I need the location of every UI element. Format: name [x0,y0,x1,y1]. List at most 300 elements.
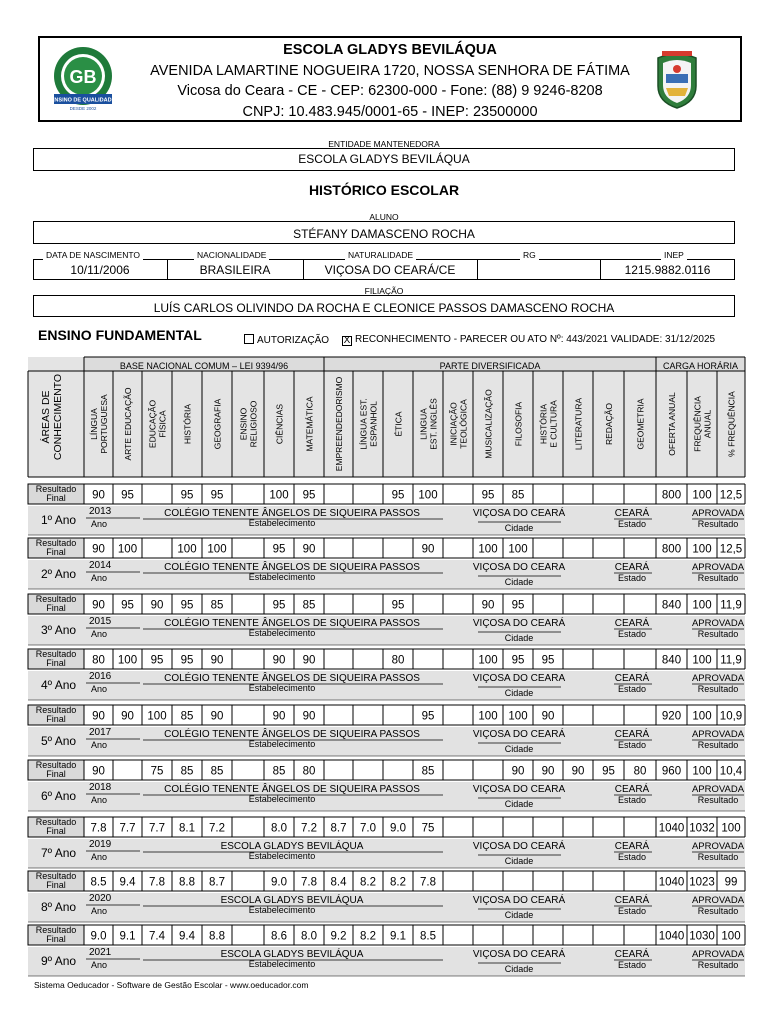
document-title: HISTÓRICO ESCOLAR [308,182,460,198]
subject-header: MUSICALIZAÇÃO [483,389,494,459]
year-value: 2020 [89,893,112,904]
establishment-name: COLÉGIO TENENTE ÂNGELOS DE SIQUEIRA PASSOS [164,673,420,684]
grade-value: 90 [272,710,286,723]
grade-value: 100 [117,654,138,667]
grade-value: 100 [177,543,197,556]
grade-value: 100 [117,543,138,556]
establishment-name: COLÉGIO TENENTE ÂNGELOS DE SIQUEIRA PASSOS [164,618,420,629]
nationality: BRASILEIRA [199,263,271,277]
grade-value: 100 [692,543,712,556]
subject-header: ENSINO [238,407,249,441]
logo-letters: GB [69,67,97,87]
grade-value: 8.5 [90,876,107,889]
result-label: Resultado [697,906,739,916]
year-label: Ano [91,852,108,862]
city-label: Cidade [504,744,534,754]
year-label: Ano [91,629,108,639]
school-name: ESCOLA GLADYS BEVILÁQUA [283,42,497,58]
grade-value: 90 [92,599,105,612]
grade-value: 100 [508,543,528,556]
footer-text: Sistema Oeducador - Software de Gestão Escolar - www.oeducador.com [34,980,309,990]
grade-value: 8.2 [360,930,376,943]
grade-value: 11,9 [720,654,742,667]
resultado-final-label: Final [46,658,66,668]
result-status: APROVADA [691,949,745,960]
grade-value: 85 [210,599,224,612]
grade-value: 8.1 [179,822,195,835]
state-name: CEARÁ [614,895,650,906]
aluno-value: STÉFANY DAMASCENO ROCHA [33,221,735,244]
grade-value: 95 [180,489,194,502]
grade-value: 90 [210,710,224,723]
subject-header: EMPREENDEDORISMO [334,376,344,472]
establishment-name: COLÉGIO TENENTE ÂNGELOS DE SIQUEIRA PASSOS [164,562,420,573]
establishment-label: Estabelecimento [248,518,316,528]
check-mark-icon: X [343,335,351,346]
grade-value: 80 [633,765,647,778]
group-carga-label: CARGA HORÁRIA [662,361,739,371]
year-label: Ano [91,740,108,750]
grade-value: 840 [661,654,682,667]
establishment-label: Estabelecimento [248,851,316,861]
subject-header: LÍNGUA [89,408,99,440]
grade-level: 2º Ano [41,567,77,581]
subject-header: REDAÇÃO [604,402,614,446]
establishment-label: Estabelecimento [248,628,316,638]
city-name: VIÇOSA DO CEARA [472,784,566,795]
grade-value: 90 [541,710,555,723]
result-label: Resultado [697,795,739,805]
grade-value: 9.4 [119,876,136,889]
establishment-label: Estabelecimento [248,959,316,969]
grade-value: 75 [421,822,435,835]
year-value: 2014 [89,560,112,571]
grade-value: 8.7 [330,822,347,835]
result-status: APROVADA [691,562,745,573]
grade-value: 100 [207,543,227,556]
grade-value: 8.7 [209,876,225,889]
school-city-phone: Vicosa do Ceara - CE - CEP: 62300-000 - Fone: (88) 9 9246-8208 [177,83,603,99]
grade-value: 7.4 [149,930,165,943]
result-label: Resultado [697,684,739,694]
result-status: APROVADA [691,841,745,852]
subject-header: ESPANHOL [368,401,379,447]
grade-value: 95 [210,489,224,502]
grade-value: 100 [692,654,712,667]
grade-value: 80 [302,765,316,778]
areas-label: CONHECIMENTO [52,373,64,461]
establishment-name: COLÉGIO TENENTE ÂNGELOS DE SIQUEIRA PASSOS [164,508,420,519]
subject-header: HISTÓRIA [538,403,549,445]
grade-value: 800 [661,489,682,502]
year-label: Ano [91,519,108,529]
grade-value: 90 [92,543,105,556]
state-name: CEARÁ [614,841,650,852]
grade-value: 90 [302,543,316,556]
establishment-name: COLÉGIO TENENTE ÂNGELOS DE SIQUEIRA PASSOS [164,784,420,795]
grade-value: 9.0 [271,876,287,889]
grade-value: 95 [302,489,316,502]
city-label: Cidade [504,688,534,698]
resultado-final-label: Resultado [35,760,77,770]
grade-value: 1040 [658,876,685,889]
group-base-label: BASE NACIONAL COMUM – LEI 9394/96 [119,361,289,371]
grade-value: 8.2 [390,876,406,889]
grade-value: 90 [210,654,224,667]
grade-value: 7.0 [360,822,376,835]
year-value: 2015 [89,616,112,627]
subject-header: GEOGRAFIA [212,398,223,450]
subject-header: EDUCAÇÃO [147,399,158,449]
grade-value: 8.8 [179,876,195,889]
grade-value: 100 [721,930,741,943]
city-label: Cidade [504,633,534,643]
establishment-label: Estabelecimento [248,739,316,749]
grade-value: 85 [180,710,194,723]
grade-value: 8.5 [420,930,436,943]
grade-value: 90 [481,599,495,612]
state-label: Estado [617,852,647,862]
inep-number: 1215.9882.0116 [624,263,711,277]
state-label: Estado [617,573,647,583]
grade-value: 7.2 [209,822,225,835]
subject-header: HISTÓRIA [182,403,193,445]
city-name: VIÇOSA DO CEARÁ [472,895,566,906]
subject-header: E CULTURA [548,400,559,448]
school-ids: CNPJ: 10.483.945/0001-65 - INEP: 23500000 [242,103,538,120]
resultado-final-label: Resultado [35,594,77,604]
subject-header: CIÊNCIAS [274,403,285,445]
state-name: CEARÁ [614,673,650,684]
subject-header: GEOMETRIA [635,398,646,450]
establishment-label: Estabelecimento [248,572,316,582]
grade-value: 95 [391,599,405,612]
grade-level: 7º Ano [41,846,77,860]
grade-value: 95 [511,599,525,612]
grade-value: 1030 [689,930,715,943]
resultado-final-label: Final [46,603,66,613]
birth-date: 10/11/2006 [70,263,130,277]
resultado-final-label: Resultado [35,484,77,494]
grade-value: 90 [121,710,134,723]
birth-label: DATA DE NASCIMENTO [43,250,143,260]
grade-value: 95 [272,599,286,612]
result-label: Resultado [697,960,739,970]
logo-motto: ENSINO DE QUALIDADE [52,97,114,104]
resultado-final-label: Final [46,880,66,890]
grade-value: 7.8 [301,876,317,889]
establishment-label: Estabelecimento [248,683,316,693]
grade-value: 1040 [658,822,685,835]
grade-value: 95 [121,599,134,612]
grade-value: 90 [92,710,105,723]
grade-value: 95 [180,599,194,612]
grade-value: 85 [272,765,286,778]
subject-header: LÍNGUA EST. [358,398,369,450]
year-label: Ano [91,573,108,583]
grade-value: 7.2 [301,822,317,835]
filiacao-value: LUÍS CARLOS OLIVINDO DA ROCHA E CLEONICE PASSOS DAMASCENO ROCHA [33,295,735,317]
grade-level: 6º Ano [41,789,77,803]
year-label: Ano [91,906,108,916]
grade-value: 12,5 [719,543,743,556]
grade-value: 100 [478,710,498,723]
grade-value: 95 [481,489,495,502]
year-label: Ano [91,795,108,805]
resultado-final-label: Resultado [35,871,77,881]
grade-value: 8.4 [330,876,347,889]
subject-header: FILOSOFIA [513,401,524,447]
grade-value: 95 [272,543,286,556]
grade-value: 9.4 [179,930,195,943]
city-label: Cidade [504,577,534,587]
state-name: CEARÁ [614,618,650,629]
grade-level: 4º Ano [41,678,77,692]
grade-value: 9.1 [119,930,136,943]
reconhecimento-label: RECONHECIMENTO - PARECER OU ATO Nº: 443/2021 VALIDADE: 31/12/2025 [355,334,716,345]
city-name: VIÇOSA DO CEARÁ [472,949,566,960]
result-status: APROVADA [691,729,745,740]
grade-value: 100 [147,710,167,723]
grade-value: 100 [478,543,498,556]
subject-header: EST. INGLÊS [428,398,439,450]
state-name: CEARÁ [614,949,650,960]
grade-value: 10,4 [719,765,743,778]
grade-value: 80 [391,654,405,667]
grade-value: 9.0 [390,822,406,835]
naturalidade: VIÇOSA DO CEARÁ/CE [324,263,456,277]
year-value: 2018 [89,782,112,793]
resultado-final-label: Final [46,714,66,724]
state-label: Estado [617,795,647,805]
grade-value: 85 [421,765,435,778]
group-div-label: PARTE DIVERSIFICADA [439,361,541,371]
result-label: Resultado [697,573,739,583]
resultado-final-label: Final [46,934,66,944]
city-name: VIÇOSA DO CEARA [472,673,566,684]
state-name: CEARÁ [614,508,650,519]
grade-value: 100 [721,822,741,835]
nationality-label: NACIONALIDADE [194,250,269,260]
city-label: Cidade [504,910,534,920]
resultado-final-label: Final [46,769,66,779]
state-label: Estado [617,629,647,639]
resultado-final-label: Resultado [35,817,77,827]
grade-value: 1040 [658,930,685,943]
logo-year: DESDE 2002 [69,106,97,111]
grade-value: 95 [421,710,435,723]
result-label: Resultado [697,519,739,529]
grade-value: 1032 [689,822,715,835]
resultado-final-label: Resultado [35,649,77,659]
grade-value: 90 [302,654,316,667]
grade-value: 8.0 [271,822,287,835]
establishment-name: ESCOLA GLADYS BEVILÁQUA [220,841,364,852]
grade-value: 85 [210,765,224,778]
grade-level: 1º Ano [41,513,77,527]
grade-value: 85 [511,489,525,502]
city-name: VIÇOSA DO CEARÁ [472,729,566,740]
grade-value: 90 [302,710,316,723]
resultado-final-label: Final [46,493,66,503]
establishment-name: COLÉGIO TENENTE ÂNGELOS DE SIQUEIRA PASSOS [164,729,420,740]
grade-value: 95 [391,489,405,502]
city-label: Cidade [504,856,534,866]
grade-value: 8.8 [209,930,225,943]
grade-level: 3º Ano [41,623,77,637]
grade-value: 90 [92,489,105,502]
city-name: VIÇOSA DO CEARÁ [472,841,566,852]
resultado-final-label: Final [46,547,66,557]
grade-value: 1023 [689,876,715,889]
grade-value: 8.6 [271,930,287,943]
city-name: VIÇOSA DO CEARA [472,562,566,573]
grade-value: 90 [421,543,435,556]
grade-value: 100 [692,710,712,723]
state-label: Estado [617,740,647,750]
grade-value: 100 [269,489,289,502]
grade-value: 95 [180,654,194,667]
year-value: 2017 [89,727,112,738]
subject-header: MATEMÁTICA [304,396,315,452]
areas-label: ÁREAS DE [40,390,52,444]
grade-value: 7.7 [149,822,165,835]
resultado-final-label: Resultado [35,538,77,548]
result-status: APROVADA [691,673,745,684]
grade-value: 95 [511,654,525,667]
city-name: VIÇOSA DO CEARÁ [472,508,566,519]
grade-value: 90 [571,765,585,778]
grade-value: 90 [272,654,286,667]
section-title: ENSINO FUNDAMENTAL [38,327,202,343]
state-label: Estado [617,519,647,529]
city-label: Cidade [504,799,534,809]
aluno-label: ALUNO [369,212,399,222]
grade-value: 90 [150,599,164,612]
year-value: 2021 [89,947,112,958]
grade-value: 9.0 [90,930,107,943]
autorizacao-label: AUTORIZAÇÃO [257,335,330,346]
grade-value: 100 [692,599,712,612]
subject-header: PORTUGUESA [99,394,109,454]
grade-value: 90 [92,765,105,778]
grade-value: 8.0 [301,930,317,943]
grade-value: 840 [661,599,682,612]
resultado-final-label: Final [46,826,66,836]
grade-value: 95 [121,489,134,502]
city-label: Cidade [504,964,534,974]
grade-value: 99 [724,876,738,889]
grade-value: 95 [602,765,615,778]
grade-value: 11,9 [720,599,742,612]
city-label: Cidade [504,523,534,533]
state-label: Estado [617,684,647,694]
grade-level: 8º Ano [41,900,77,914]
grade-level: 9º Ano [41,954,77,968]
grade-value: 90 [511,765,525,778]
state-label: Estado [617,960,647,970]
grade-value: 920 [661,710,682,723]
grade-value: 100 [508,710,528,723]
subject-header: TEOLÓGICA [458,399,469,449]
grade-value: 100 [692,489,712,502]
result-status: APROVADA [691,784,745,795]
grade-value: 90 [541,765,555,778]
subject-header: INICIAÇÃO [448,402,459,446]
subject-header: ANUAL [702,409,713,439]
mantenedora-value: ESCOLA GLADYS BEVILÁQUA [33,148,735,171]
grade-value: 85 [302,599,316,612]
establishment-label: Estabelecimento [248,905,316,915]
grade-value: 7.8 [90,822,107,835]
inep-label: INEP [661,250,687,260]
grade-value: 100 [478,654,498,667]
result-label: Resultado [697,740,739,750]
filiacao-label: FILIAÇÃO [364,286,404,296]
resultado-final-label: Resultado [35,925,77,935]
grade-value: 9.2 [330,930,347,943]
subject-header: ARTE EDUCAÇÃO [123,387,133,461]
grade-value: 12,5 [719,489,743,502]
school-address: AVENIDA LAMARTINE NOGUEIRA 1720, NOSSA SENHORA DE FÁTIMA [150,62,630,79]
naturalidade-label: NATURALIDADE [345,250,416,260]
state-name: CEARÁ [614,562,650,573]
result-label: Resultado [697,852,739,862]
rg-label: RG [520,250,539,260]
state-name: CEARÁ [614,729,650,740]
grade-value: 800 [661,543,682,556]
state-name: CEARÁ [614,784,650,795]
grade-value: 80 [92,654,105,667]
subject-header: LITERATURA [573,397,584,451]
year-label: Ano [91,960,108,970]
subject-header: LINGUA [418,408,429,440]
result-label: Resultado [697,629,739,639]
grade-value: 85 [180,765,194,778]
grade-value: 7.8 [420,876,436,889]
city-name: VIÇOSA DO CEARÁ [472,618,566,629]
year-value: 2016 [89,671,112,682]
result-status: APROVADA [691,618,745,629]
year-label: Ano [91,684,108,694]
year-value: 2013 [89,506,112,517]
grade-value: 7.8 [149,876,165,889]
result-status: APROVADA [691,895,745,906]
grade-value: 75 [150,765,164,778]
subject-header: FÍSICA [157,410,168,438]
establishment-label: Estabelecimento [248,794,316,804]
subject-header: ÉTICA [393,411,404,437]
subject-header: FREQUÊNCIA [692,396,703,452]
grade-value: 10,9 [719,710,743,723]
resultado-final-label: Resultado [35,705,77,715]
subject-header: RELIGIOSO [248,400,259,448]
grade-value: 100 [418,489,438,502]
year-value: 2019 [89,839,112,850]
grade-value: 9.1 [390,930,406,943]
grade-value: 95 [150,654,164,667]
grade-value: 960 [661,765,682,778]
grade-value: 100 [692,765,712,778]
state-label: Estado [617,906,647,916]
result-status: APROVADA [691,508,745,519]
grade-value: 8.2 [360,876,376,889]
grade-value: 7.7 [119,822,136,835]
mantenedora-label: ENTIDADE MANTENEDORA [328,139,440,149]
establishment-name: ESCOLA GLADYS BEVILÁQUA [220,895,364,906]
establishment-name: ESCOLA GLADYS BEVILÁQUA [220,949,364,960]
grade-level: 5º Ano [41,734,77,748]
